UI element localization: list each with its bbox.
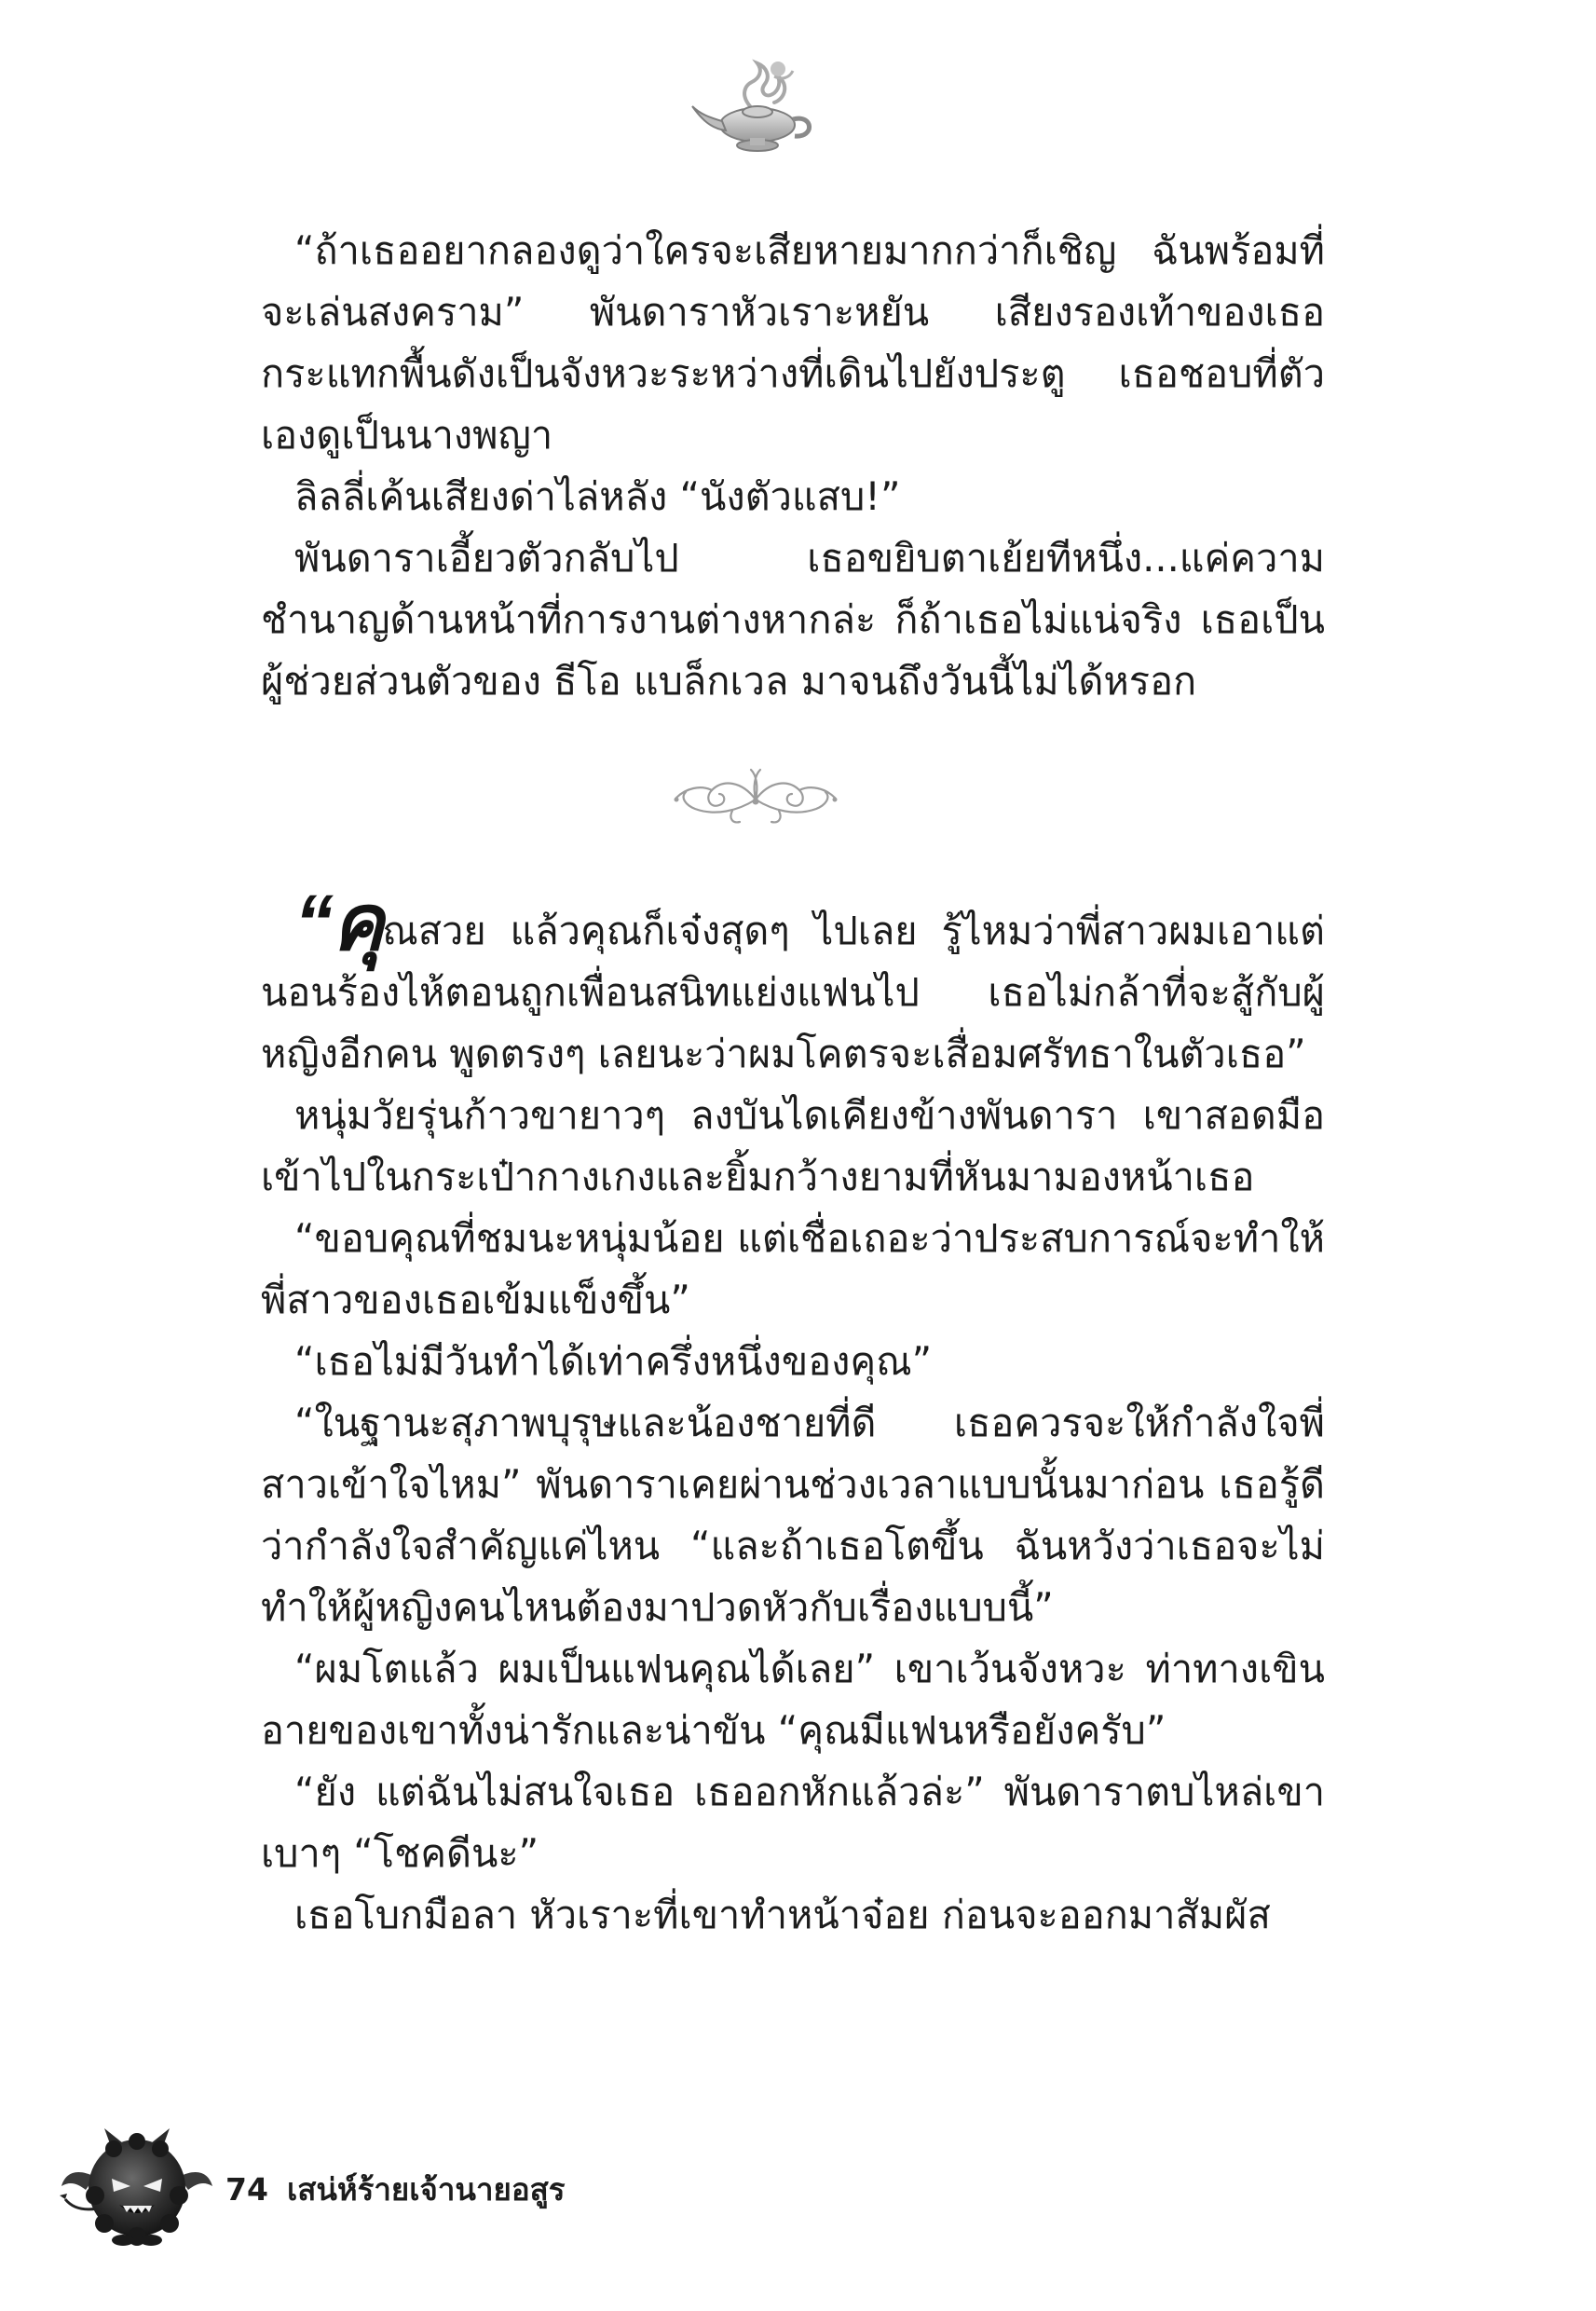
paragraph: “ในฐานะสุภาพบุรุษและน้องชายที่ดี เธอควรจะให้กำลังใจพี่สาวเข้าใจไหม” พันดาราเคยผ่านช่วงเวลาแบบนั้นมาก่อน เธอรู้ดีว่ากำลังใจสำคัญแค่ไหน “และถ้าเธอโตขึ้น ฉันหวังว่าเธอจะไม่ทำให้ผู้หญิงคนไหนต้องมาปวดหัวกับเรื่องแบบนี้” bbox=[261, 1400, 1325, 1630]
paragraph: “ยัง แต่ฉันไม่สนใจเธอ เธออกหักแล้วล่ะ” พันดาราตบไหล่เขาเบาๆ “โชคดีนะ” bbox=[261, 1769, 1325, 1876]
paragraph: ลิลลี่เค้นเสียงด่าไล่หลัง “นังตัวแสบ!” bbox=[294, 473, 901, 519]
paragraph: “ผมโตแล้ว ผมเป็นแฟนคุณได้เลย” เขาเว้นจังหวะ ท่าทางเขินอายของเขาทั้งน่ารักและน่าขัน “คุณมีแฟนหรือยังครับ” bbox=[261, 1646, 1325, 1753]
book-title: เสน่ห์ร้ายเจ้านายอสูร bbox=[286, 2171, 566, 2208]
opening-paragraph bbox=[261, 879, 1325, 1085]
paragraph: “เธอไม่มีวันทำได้เท่าครึ่งหนึ่งของคุณ” bbox=[294, 1338, 933, 1384]
paragraph: พันดาราเอี้ยวตัวกลับไป เธอขยิบตาเย้ยทีหนึ่ง...แค่ความชำนาญด้านหน้าที่การงานต่างหากล่ะ ก็ถ้าเธอไม่แน่จริง เธอเป็นผู้ช่วยส่วนตัวของ ธีโอ แบล็กเวล มาจนถึงวันนี้ไม่ได้หรอก bbox=[261, 535, 1325, 704]
paragraph: เธอโบกมือลา หัวเราะที่เขาทำหน้าจ๋อย ก่อนจะออกมาสัมผัส bbox=[294, 1892, 1271, 1937]
section-1 bbox=[261, 220, 1325, 712]
opening-paragraph-text: ณสวย แล้วคุณก็เจ๋งสุดๆ ไปเลย รู้ไหมว่าพี่สาวผมเอาแต่นอนร้องไห้ตอนถูกเพื่อนสนิทแย่งแฟนไป เธอไม่กล้าที่จะสู้กับผู้หญิงอีกคน พูดตรงๆ เลยนะว่าผมโคตรจะเสื่อมศรัทธาในตัวเธอ” bbox=[261, 908, 1325, 1076]
page-number: 74 bbox=[225, 2171, 268, 2208]
paragraph: “ถ้าเธออยากลองดูว่าใครจะเสียหายมากกว่าก็เชิญ ฉันพร้อมที่จะเล่นสงคราม” พันดาราหัวเราะหยัน เสียงรองเท้าของเธอกระแทกพื้นดังเป็นจังหวะระหว่างที่เดินไปยังประตู เธอชอบที่ตัวเองดูเป็นนางพญา bbox=[261, 227, 1325, 458]
paragraph: หนุ่มวัยรุ่นก้าวขายาวๆ ลงบันไดเคียงข้างพันดารา เขาสอดมือเข้าไปในกระเป๋ากางเกงและยิ้มกว้างยามที่หันมามองหน้าเธอ bbox=[261, 1092, 1325, 1199]
paragraph: “ขอบคุณที่ชมนะหนุ่มน้อย แต่เชื่อเถอะว่าประสบการณ์จะทำให้พี่สาวของเธอเข้มแข็งขึ้น” bbox=[261, 1215, 1325, 1322]
flourish-divider-icon bbox=[667, 762, 844, 827]
devil-mascot-icon bbox=[58, 2121, 216, 2251]
drop-cap: “คุ bbox=[294, 879, 383, 966]
page-footer bbox=[225, 2165, 566, 2214]
genie-lamp-icon bbox=[685, 48, 825, 160]
section-2 bbox=[261, 879, 1325, 1946]
